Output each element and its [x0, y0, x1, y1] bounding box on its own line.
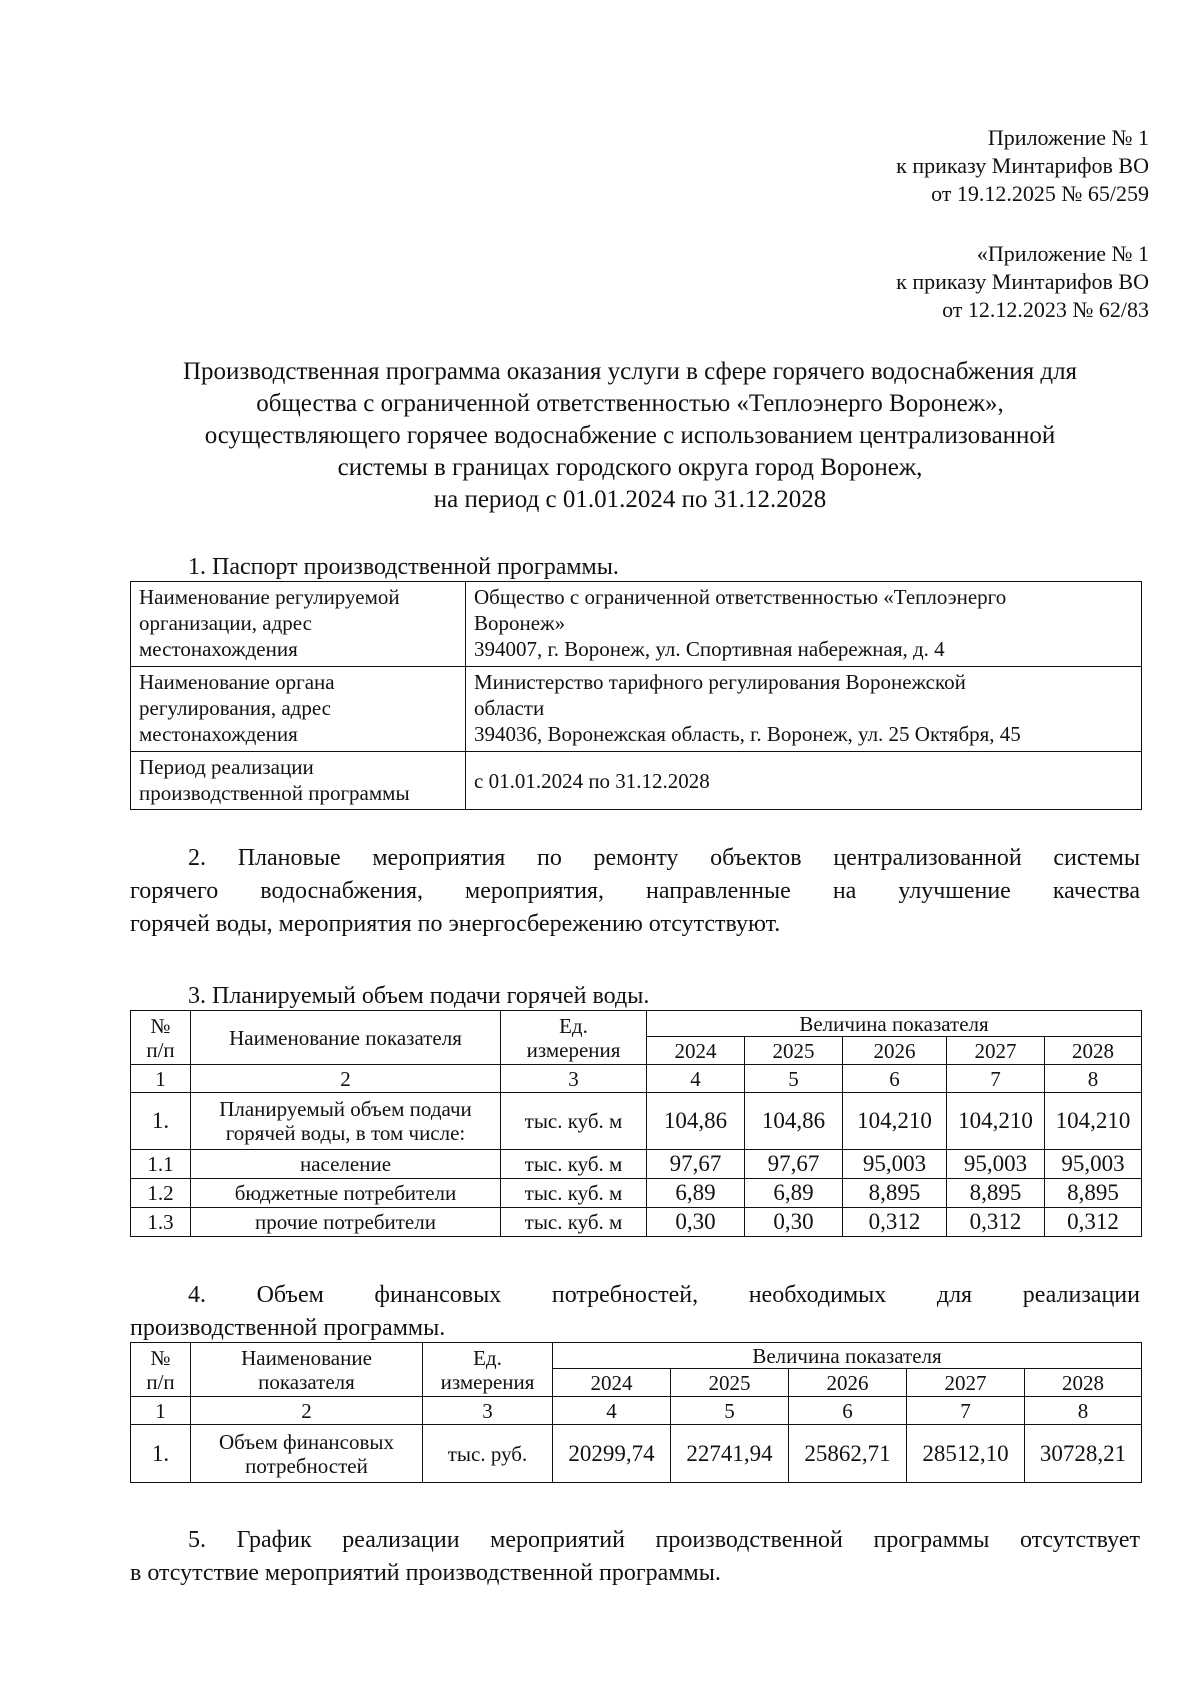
table-row: [131, 1179, 1142, 1208]
cell-line: 394007, г. Воронеж, ул. Спортивная набережная, д. 4: [474, 637, 945, 661]
header-year: 2026: [843, 1037, 947, 1065]
header-year: 2027: [907, 1369, 1025, 1397]
header-name: Наименование показателя: [191, 1011, 501, 1065]
paragraph-line: 2. Плановые мероприятия по ремонту объектов централизованной системы: [188, 845, 1140, 871]
table-header-row: [131, 1011, 1142, 1037]
table-row: [131, 1150, 1142, 1179]
table-row: [131, 1425, 1142, 1483]
row-value: 95,003: [1045, 1150, 1142, 1179]
row-value: 104,210: [1045, 1093, 1142, 1150]
passport-value: [466, 582, 1142, 667]
cell-line: Общество с ограниченной ответственностью «Теплоэнерго: [474, 585, 1007, 609]
appendix-previous-line3: от 12.12.2023 № 62/83: [942, 297, 1149, 322]
row-num: 1.: [131, 1425, 191, 1483]
passport-table: [130, 581, 1142, 810]
header-value: Величина показателя: [553, 1343, 1142, 1369]
cell-line: организации, адрес: [139, 611, 312, 635]
section1-heading: 1. Паспорт производственной программы.: [188, 554, 619, 580]
column-number: 7: [907, 1397, 1025, 1425]
appendix-current-line1: Приложение № 1: [987, 125, 1149, 150]
column-number: 3: [501, 1065, 647, 1093]
appendix-previous: [896, 240, 1149, 324]
row-value: 104,210: [947, 1093, 1045, 1150]
header-value: Величина показателя: [647, 1011, 1142, 1037]
document-title: [110, 356, 1150, 516]
section3-heading: 3. Планируемый объем подачи горячей воды.: [188, 983, 650, 1009]
appendix-previous-line1: «Приложение № 1: [976, 241, 1149, 266]
cell-line: местонахождения: [139, 722, 298, 746]
appendix-current-line2: к приказу Минтарифов ВО: [896, 153, 1149, 178]
paragraph-line: производственной программы.: [130, 1315, 446, 1341]
cell-line: измерения: [526, 1037, 621, 1062]
passport-label: [131, 752, 466, 810]
cell-line: №: [150, 1013, 171, 1038]
row-name: прочие потребители: [191, 1208, 501, 1237]
row-value: 8,895: [843, 1179, 947, 1208]
column-number: 6: [789, 1397, 907, 1425]
column-number-row: [131, 1397, 1142, 1425]
row-unit: тыс. куб. м: [501, 1208, 647, 1237]
header-num: [131, 1343, 191, 1397]
row-value: 104,86: [745, 1093, 843, 1150]
cell-line: Период реализации: [139, 755, 314, 779]
cell-line: Ед.: [559, 1013, 588, 1038]
row-value: 104,86: [647, 1093, 745, 1150]
paragraph-line: горячего водоснабжения, мероприятия, направленные на улучшение качества: [130, 878, 1140, 904]
passport-value: [466, 667, 1142, 752]
row-value: 97,67: [647, 1150, 745, 1179]
row-value: 97,67: [745, 1150, 843, 1179]
row-value: 104,210: [843, 1093, 947, 1150]
header-year: 2027: [947, 1037, 1045, 1065]
header-year: 2024: [647, 1037, 745, 1065]
cell-line: с 01.01.2024 по 31.12.2028: [474, 768, 710, 793]
appendix-current: [896, 124, 1149, 208]
row-value: 8,895: [1045, 1179, 1142, 1208]
column-number: 6: [843, 1065, 947, 1093]
row-value: 0,312: [1045, 1208, 1142, 1237]
cell-line: горячей воды, в том числе:: [225, 1121, 466, 1145]
column-number: 4: [553, 1397, 671, 1425]
column-number: 3: [423, 1397, 553, 1425]
cell-line: 394036, Воронежская область, г. Воронеж, ул. 25 Октября, 45: [474, 722, 1021, 746]
cell-line: потребностей: [245, 1453, 368, 1478]
row-unit: тыс. куб. м: [501, 1093, 647, 1150]
column-number: 8: [1025, 1397, 1142, 1425]
header-name: [191, 1343, 423, 1397]
section5-paragraph: [130, 1524, 1140, 1590]
title-line: осуществляющего горячее водоснабжение с использованием централизованной: [204, 422, 1056, 449]
header-unit: [501, 1011, 647, 1065]
header-year: 2025: [745, 1037, 843, 1065]
appendix-current-line3: от 19.12.2025 № 65/259: [931, 181, 1149, 206]
header-unit: [423, 1343, 553, 1397]
row-value: 6,89: [647, 1179, 745, 1208]
cell-line: области: [474, 696, 545, 720]
cell-line: п/п: [146, 1037, 175, 1062]
cell-line: Объем финансовых: [218, 1429, 395, 1454]
column-number-row: [131, 1065, 1142, 1093]
row-value: 20299,74: [553, 1425, 671, 1483]
column-number: 2: [191, 1065, 501, 1093]
title-line: Производственная программа оказания услуги в сфере горячего водоснабжения для: [182, 358, 1078, 385]
row-num: 1.3: [131, 1208, 191, 1237]
cell-line: №: [150, 1345, 171, 1370]
row-value: 25862,71: [789, 1425, 907, 1483]
table-row: [131, 1093, 1142, 1150]
row-unit: тыс. куб. м: [501, 1150, 647, 1179]
section2-paragraph: [130, 842, 1140, 941]
row-num: 1.1: [131, 1150, 191, 1179]
cell-line: Наименование органа: [139, 670, 335, 694]
header-year: 2024: [553, 1369, 671, 1397]
row-value: 6,89: [745, 1179, 843, 1208]
water-supply-table: [130, 1010, 1142, 1237]
column-number: 5: [671, 1397, 789, 1425]
row-value: 28512,10: [907, 1425, 1025, 1483]
cell-line: Министерство тарифного регулирования Воронежской: [474, 670, 966, 694]
cell-line: регулирования, адрес: [139, 696, 331, 720]
cell-line: Наименование регулируемой: [139, 585, 400, 609]
paragraph-line: 4. Объем финансовых потребностей, необходимых для реализации: [188, 1282, 1140, 1308]
paragraph-line: горячей воды, мероприятия по энергосбережению отсутствуют.: [130, 911, 781, 937]
cell-line: измерения: [440, 1369, 535, 1394]
cell-line: Планируемый объем подачи: [219, 1097, 472, 1121]
column-number: 2: [191, 1397, 423, 1425]
row-value: 30728,21: [1025, 1425, 1142, 1483]
row-value: 95,003: [947, 1150, 1045, 1179]
passport-value: [466, 752, 1142, 810]
row-value: 0,30: [647, 1208, 745, 1237]
header-year: 2025: [671, 1369, 789, 1397]
paragraph-line: 5. График реализации мероприятий производственной программы отсутствует: [188, 1527, 1140, 1553]
column-number: 1: [131, 1065, 191, 1093]
row-value: 8,895: [947, 1179, 1045, 1208]
row-num: 1.: [131, 1093, 191, 1150]
cell-line: Воронеж»: [474, 611, 566, 635]
passport-label: [131, 582, 466, 667]
cell-line: Ед.: [473, 1345, 502, 1370]
row-name: население: [191, 1150, 501, 1179]
row-unit: тыс. руб.: [423, 1425, 553, 1483]
row-name: бюджетные потребители: [191, 1179, 501, 1208]
row-value: 0,312: [947, 1208, 1045, 1237]
table-header-row: [131, 1343, 1142, 1369]
table-row: [131, 582, 1142, 667]
passport-label: [131, 667, 466, 752]
table-row: [131, 667, 1142, 752]
paragraph-line: в отсутствие мероприятий производственной программы.: [130, 1560, 721, 1586]
cell-line: местонахождения: [139, 637, 298, 661]
row-value: 0,30: [745, 1208, 843, 1237]
row-value: 95,003: [843, 1150, 947, 1179]
header-num: [131, 1011, 191, 1065]
row-unit: тыс. куб. м: [501, 1179, 647, 1208]
appendix-previous-line2: к приказу Минтарифов ВО: [896, 269, 1149, 294]
column-number: 8: [1045, 1065, 1142, 1093]
title-line: системы в границах городского округа город Воронеж,: [337, 454, 923, 481]
header-year: 2026: [789, 1369, 907, 1397]
title-line: общества с ограниченной ответственностью «Теплоэнерго Воронеж»,: [256, 390, 1004, 417]
cell-line: производственной программы: [139, 781, 410, 805]
column-number: 4: [647, 1065, 745, 1093]
row-name: [191, 1093, 501, 1150]
cell-line: показателя: [258, 1369, 355, 1394]
column-number: 1: [131, 1397, 191, 1425]
title-line: на период с 01.01.2024 по 31.12.2028: [433, 486, 827, 513]
column-number: 7: [947, 1065, 1045, 1093]
row-value: 22741,94: [671, 1425, 789, 1483]
table-row: [131, 752, 1142, 810]
column-number: 5: [745, 1065, 843, 1093]
row-num: 1.2: [131, 1179, 191, 1208]
row-name: [191, 1425, 423, 1483]
cell-line: п/п: [146, 1369, 175, 1394]
header-year: 2028: [1025, 1369, 1142, 1397]
cell-line: Наименование: [241, 1345, 372, 1370]
financial-needs-table: [130, 1342, 1142, 1483]
header-year: 2028: [1045, 1037, 1142, 1065]
section4-paragraph: [130, 1279, 1140, 1345]
table-row: [131, 1208, 1142, 1237]
row-value: 0,312: [843, 1208, 947, 1237]
